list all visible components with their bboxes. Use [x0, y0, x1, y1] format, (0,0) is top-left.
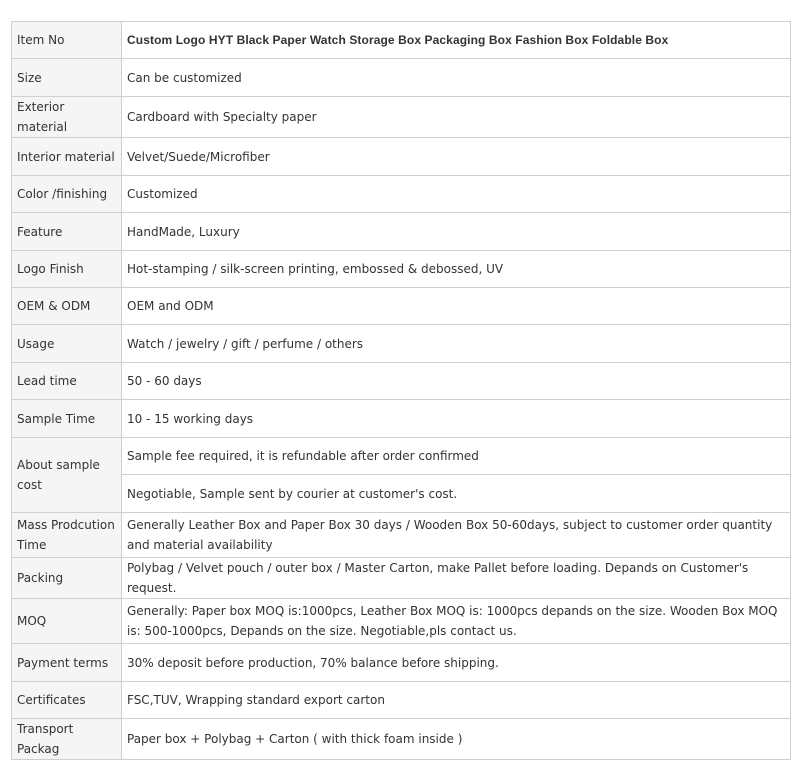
spec-label-moq: MOQ	[12, 599, 122, 644]
spec-label-color-finishing: Color /finishing	[12, 176, 122, 213]
product-spec-table	[11, 21, 791, 760]
table-row	[12, 599, 791, 644]
spec-label-about-sample-cost: About sample cost	[12, 438, 122, 513]
table-row	[12, 22, 791, 59]
spec-value-size: Can be customized	[122, 59, 791, 97]
spec-value-sample-time: 10 - 15 working days	[122, 400, 791, 438]
spec-value-usage: Watch / jewelry / gift / perfume / others	[122, 325, 791, 363]
spec-value-sample-cost-2: Negotiable, Sample sent by courier at customer's cost.	[122, 475, 791, 513]
table-row	[12, 475, 791, 513]
table-row	[12, 176, 791, 213]
table-row	[12, 325, 791, 363]
spec-value-interior-material: Velvet/Suede/Microfiber	[122, 138, 791, 176]
table-row	[12, 213, 791, 251]
spec-label-certificates: Certificates	[12, 682, 122, 719]
spec-value-mass-production-time: Generally Leather Box and Paper Box 30 days / Wooden Box 50-60days, subject to customer order quantity and material availability	[122, 513, 791, 558]
spec-label-usage: Usage	[12, 325, 122, 363]
spec-value-oem-odm: OEM and ODM	[122, 288, 791, 325]
spec-label-oem-odm: OEM & ODM	[12, 288, 122, 325]
table-row	[12, 97, 791, 138]
spec-label-exterior-material: Exterior material	[12, 97, 122, 138]
spec-value-logo-finish: Hot-stamping / silk-screen printing, embossed & debossed, UV	[122, 251, 791, 288]
table-row	[12, 719, 791, 760]
spec-label-interior-material: Interior material	[12, 138, 122, 176]
spec-label-payment-terms: Payment terms	[12, 644, 122, 682]
spec-value-item-no: Custom Logo HYT Black Paper Watch Storage Box Packaging Box Fashion Box Foldable Box	[122, 22, 791, 59]
spec-label-feature: Feature	[12, 213, 122, 251]
table-row	[12, 138, 791, 176]
spec-label-packing: Packing	[12, 558, 122, 599]
spec-value-moq: Generally: Paper box MOQ is:1000pcs, Leather Box MOQ is: 1000pcs depands on the size. Wooden Box MOQ is: 500-1000pcs, Depands on the size. Negotiable,pls contact us.	[122, 599, 791, 644]
spec-value-color-finishing: Customized	[122, 176, 791, 213]
spec-value-lead-time: 50 - 60 days	[122, 363, 791, 400]
spec-label-logo-finish: Logo Finish	[12, 251, 122, 288]
spec-value-sample-cost-1: Sample fee required, it is refundable after order confirmed	[122, 438, 791, 475]
spec-value-feature: HandMade, Luxury	[122, 213, 791, 251]
table-row	[12, 288, 791, 325]
table-row	[12, 400, 791, 438]
table-row	[12, 513, 791, 558]
spec-value-payment-terms: 30% deposit before production, 70% balance before shipping.	[122, 644, 791, 682]
table-row	[12, 682, 791, 719]
table-row	[12, 251, 791, 288]
spec-label-transport-package: Transport Packag	[12, 719, 122, 760]
spec-label-sample-time: Sample Time	[12, 400, 122, 438]
table-row	[12, 438, 791, 475]
spec-value-certificates: FSC,TUV, Wrapping standard export carton	[122, 682, 791, 719]
table-row	[12, 363, 791, 400]
spec-value-exterior-material: Cardboard with Specialty paper	[122, 97, 791, 138]
spec-value-transport-package: Paper box + Polybag + Carton ( with thick foam inside )	[122, 719, 791, 760]
spec-value-packing: Polybag / Velvet pouch / outer box / Master Carton, make Pallet before loading. Depands on Customer's request.	[122, 558, 791, 599]
spec-label-size: Size	[12, 59, 122, 97]
table-row	[12, 59, 791, 97]
spec-label-lead-time: Lead time	[12, 363, 122, 400]
table-row	[12, 644, 791, 682]
table-row	[12, 558, 791, 599]
spec-label-item-no: Item No	[12, 22, 122, 59]
spec-label-mass-production-time: Mass Prodcution Time	[12, 513, 122, 558]
